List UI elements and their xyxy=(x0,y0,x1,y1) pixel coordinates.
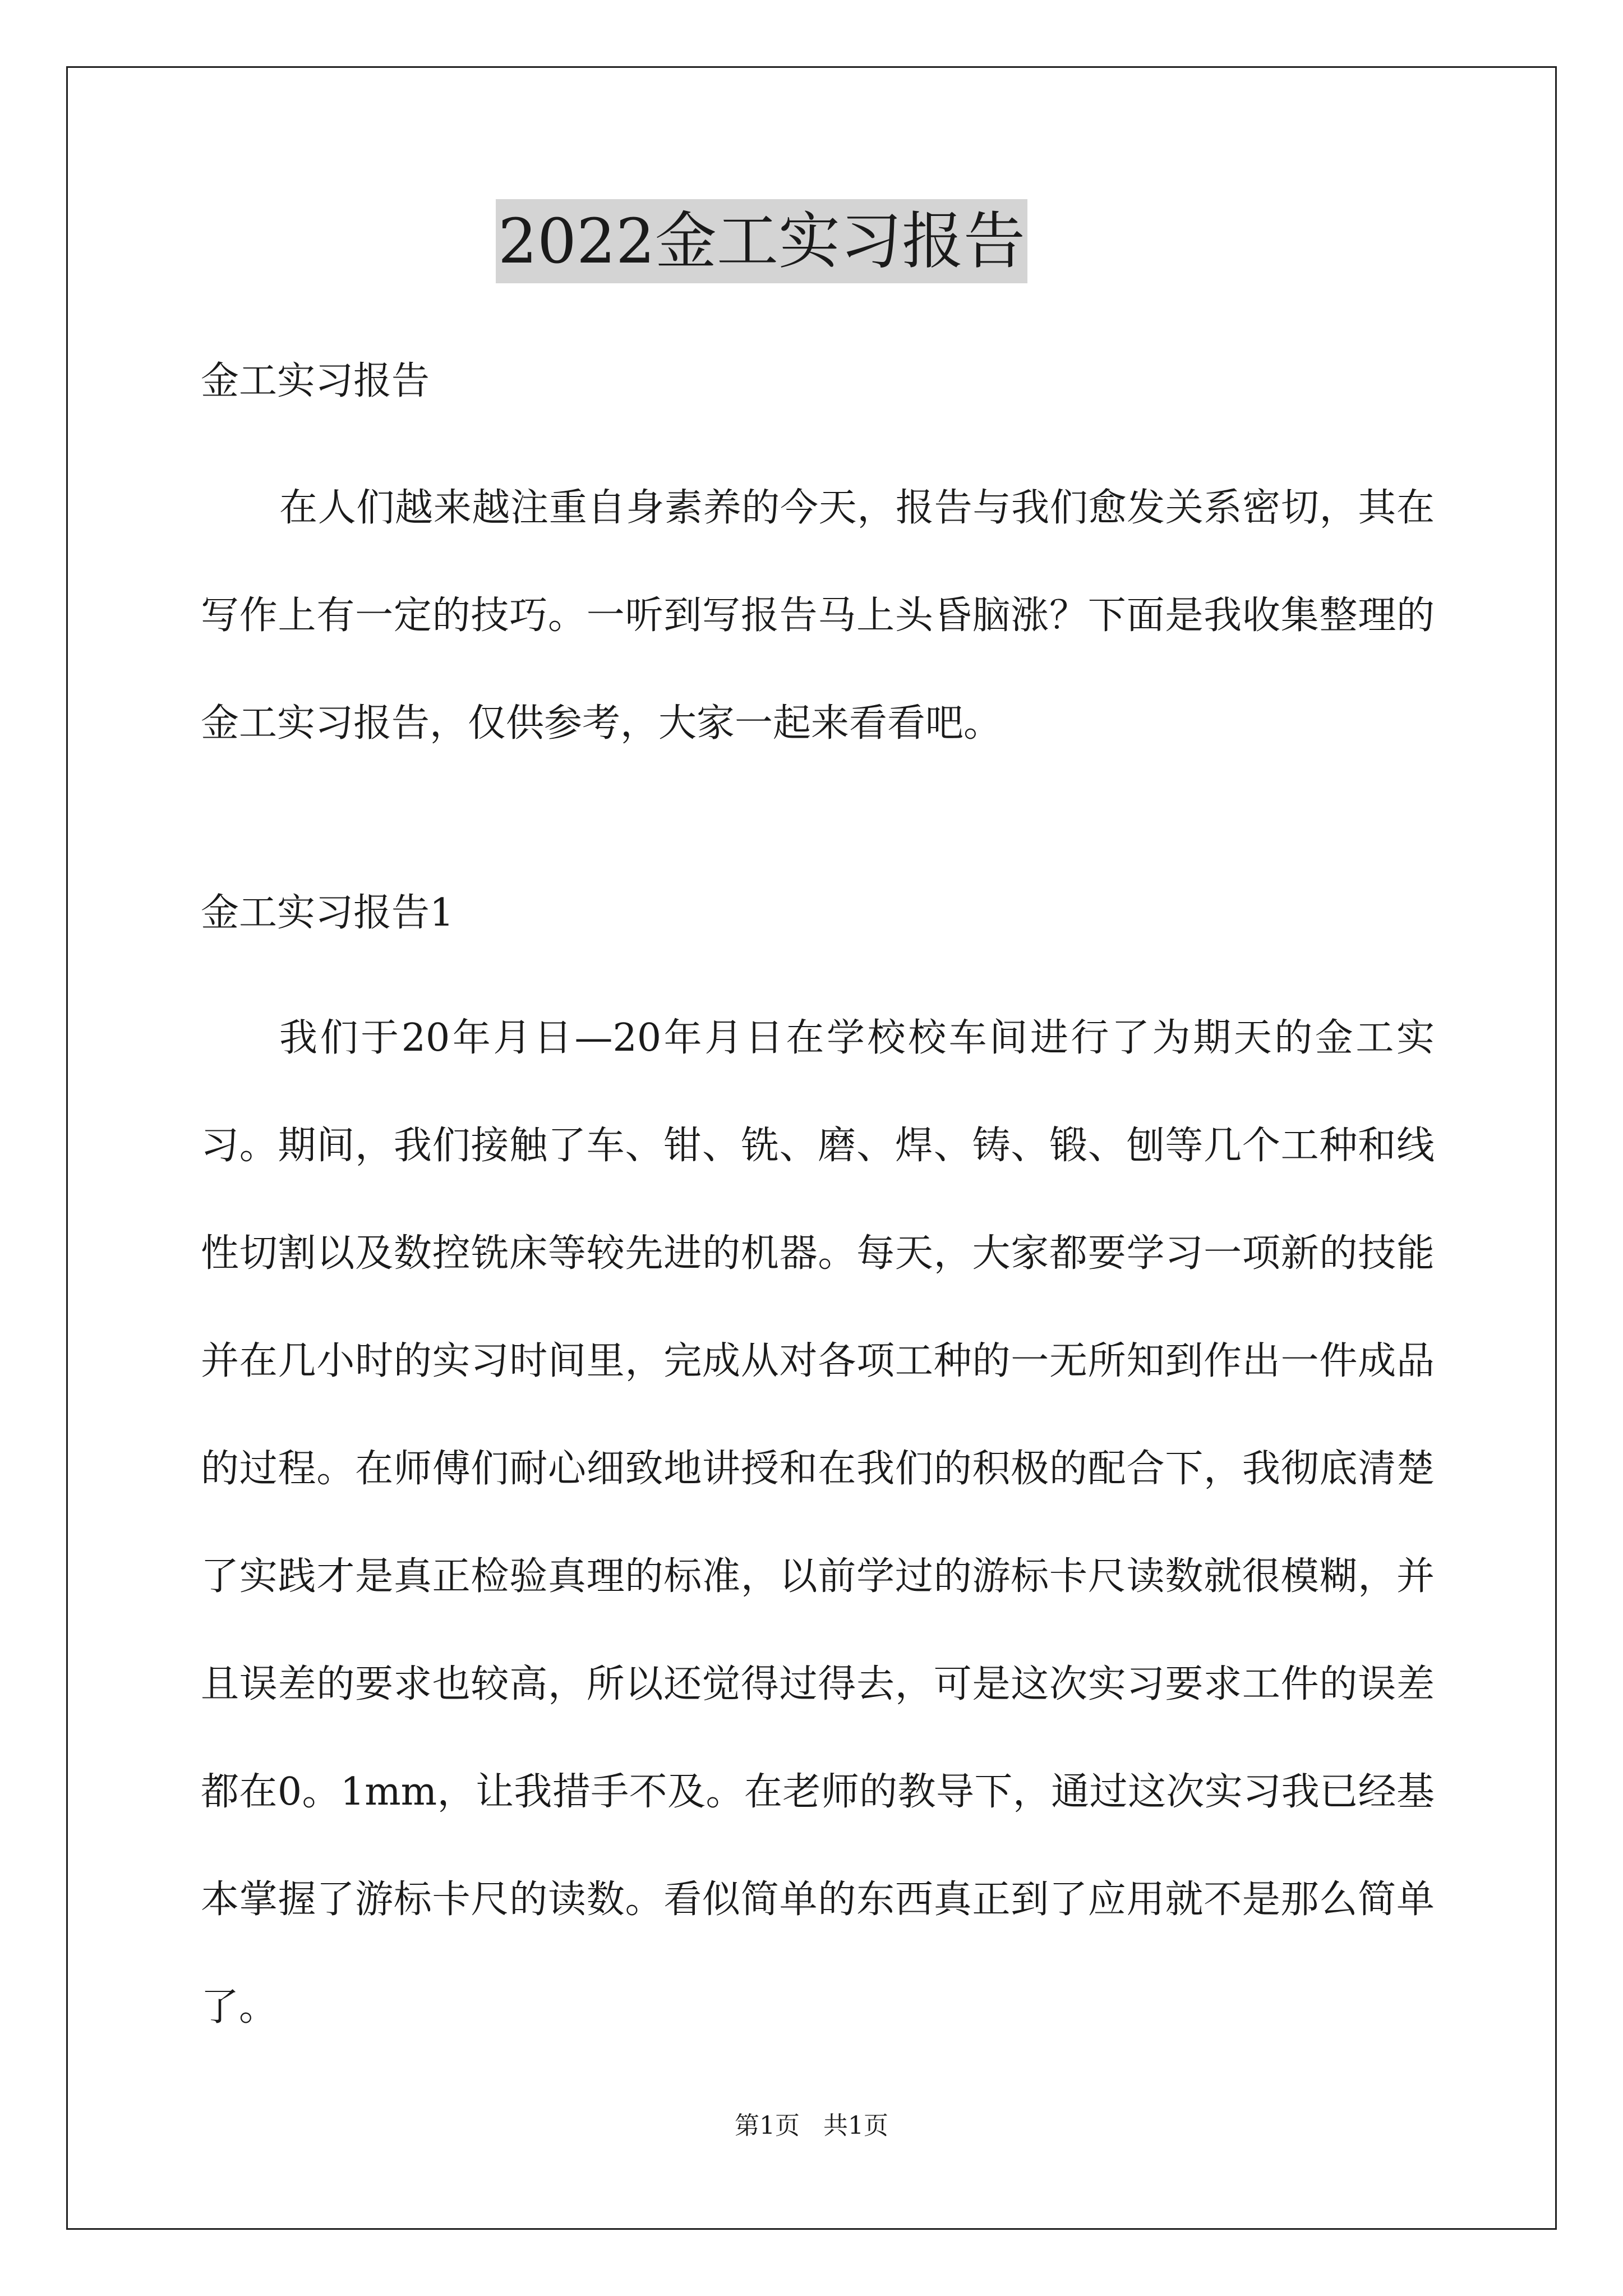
document-title: 2022金工实习报告 xyxy=(496,199,1027,283)
page-number-footer: 第1页 共1页 xyxy=(735,2111,888,2140)
section-heading: 金工实习报告1 xyxy=(201,891,454,935)
intro-paragraph: 在人们越来越注重自身素养的今天，报告与我们愈发关系密切，其在写作上有一定的技巧。一听到写报告马上头昏脑涨？下面是我收集整理的金工实习报告，仅供参考，大家一起来看看吧。 xyxy=(201,486,1435,746)
document-subtitle: 金工实习报告 xyxy=(201,359,430,403)
body-paragraph: 我们于20年月日—20年月日在学校校车间进行了为期天的金工实习。期间，我们接触了车、钳、铣、磨、焊、铸、锻、刨等几个工种和线性切割以及数控铣床等较先进的机器。每天，大家都要学习一项新的技能并在几小时的实习时间里，完成从对各项工种的一无所知到作出一件成品的过程。在师傅们耐心细致地讲授和在我们的积极的配合下，我彻底清楚了实践才是真正检验真理的标准，以前学过的游标卡尺读数就很模糊，并且误差的要求也较高，所以还觉得过得去，可是这次实习要求工件的误差都在0。1mm，让我措手不及。在老师的教导下，通过这次实习我已经基本掌握了游标卡尺的读数。看似简单的东西真正到了应用就不是那么简单了。 xyxy=(201,1016,1435,2030)
